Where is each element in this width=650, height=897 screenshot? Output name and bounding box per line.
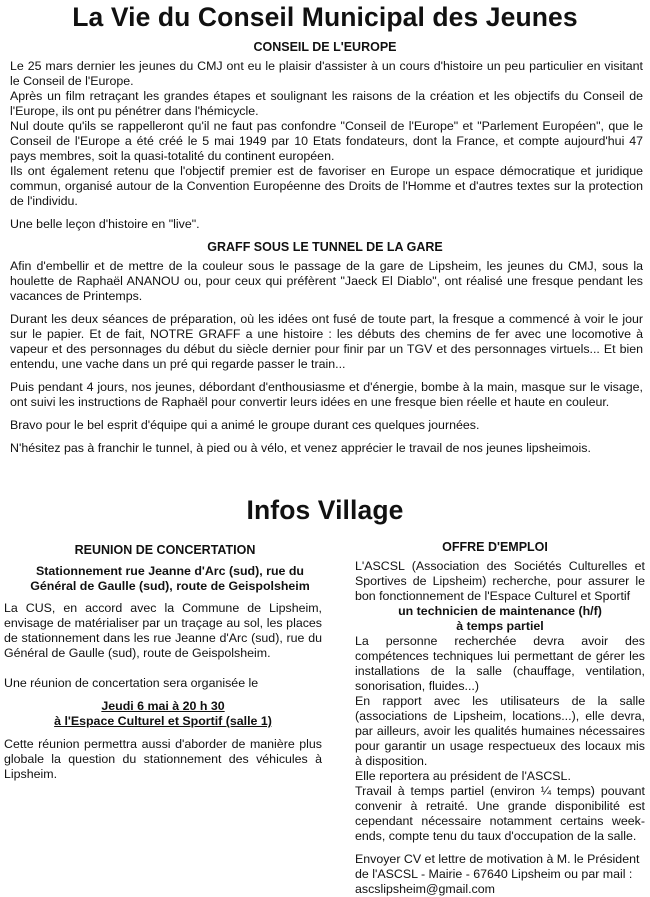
emploi-job-title: un technicien de maintenance (h/f) <box>398 604 602 618</box>
emploi-relations: En rapport avec les utilisateurs de la salle (associations de Lipsheim, locations...), elle devra, par ailleurs, avoir les qualités humaines nécessaires pour garantir un usage respectueux des locaux mis à disposition. <box>355 694 645 768</box>
reunion-closing: Cette réunion permettra aussi d'aborder de manière plus globale la question du stationnement des véhicules à Lipsheim. <box>4 737 322 781</box>
graff-paragraph: N'hésitez pas à franchir le tunnel, à pied ou à vélo, et venez apprécier le travail de nos jeunes lipsheimois. <box>10 441 591 455</box>
emploi-intro: L'ASCSL (Association des Sociétés Culturelles et Sportives de Lipsheim) recherche, pour assurer le bon fonctionnement de l'Espace Culturel et Sportif <box>355 559 645 603</box>
reunion-date: Jeudi 6 mai à 20 h 30 <box>101 699 225 713</box>
europe-paragraph: Ils ont également retenu que l'objectif premier est de favoriser en Europe un espace démocratique et juridique commun, organisé autour de la Convention Européenne des Droits de l'Homme et d'autres textes sur la protection de l'individu. <box>10 164 643 208</box>
reunion-announce: Une réunion de concertation sera organisée le <box>4 676 259 690</box>
emploi-contact: Envoyer CV et lettre de motivation à M. le Président de l'ASCSL - Mairie - 67640 Lipsheim ou par mail : <box>355 852 640 881</box>
emploi-article <box>355 559 645 897</box>
page-title: La Vie du Conseil Municipal des Jeunes <box>72 2 578 32</box>
reunion-intro: La CUS, en accord avec la Commune de Lipsheim, envisage de matérialiser par un traçage au sol, les places de stationnement dans les rue Jeanne d'Arc (sud), rue du Général de Gaulle (sud), route de Geispolsheim. <box>4 601 322 660</box>
graff-paragraph: Durant les deux séances de préparation, où les idées ont fusé de toute part, la fresque a commencé à voir le jour sur le papier. Et de fait, NOTRE GRAFF a une histoire : les débuts des chemins de fer avec une locomotive à vapeur et des personnages du début du siècle dernier pour finir par un TGV et des personnages virtuels... Et bien entendu, une vache dans un pré qui regarde passer le train... <box>10 312 643 371</box>
reunion-subheading: Stationnement rue Jeanne d'Arc (sud), rue du Général de Gaulle (sud), route de Geispolsheim <box>30 564 310 593</box>
emploi-skills: La personne recherchée devra avoir des compétences techniques lui permettant de gérer les installations de la salle (chauffage, ventilation, sonorisation, fluides...) <box>355 634 645 693</box>
europe-article <box>10 59 643 232</box>
emploi-heading: OFFRE D'EMPLOI <box>442 540 548 554</box>
graff-paragraph: Bravo pour le bel esprit d'équipe qui a animé le groupe durant ces quelques journées. <box>10 418 480 432</box>
graff-paragraph: Afin d'embellir et de mettre de la couleur sous le passage de la gare de Lipsheim, les jeunes du CMJ, sous la houlette de Raphaël ANANOU ou, pour ceux qui préfèrent "Jaeck El Diablo", ont réalisé une fresque pendant les vacances de Printemps. <box>10 259 643 303</box>
emploi-schedule: Travail à temps partiel (environ ¼ temps) pouvant convenir à retraité. Une grande disponibilité est cependant nécessaire notamment certains week-ends, compte tenu du taux d'occupation de la salle. <box>355 784 645 843</box>
emploi-reporting: Elle reportera au président de l'ASCSL. <box>355 769 571 783</box>
graff-heading: GRAFF SOUS LE TUNNEL DE LA GARE <box>207 240 443 254</box>
europe-heading: CONSEIL DE L'EUROPE <box>253 40 397 54</box>
graff-paragraph: Puis pendant 4 jours, nos jeunes, débordant d'enthousiasme et d'énergie, bombe à la main, masque sur le visage, ont suivi les instructions de Raphaël pour convertir leurs idées en une fresque bien réelle et haute en couleur. <box>10 380 643 409</box>
europe-paragraph: Nul doute qu'ils se rappelleront qu'il ne faut pas confondre "Conseil de l'Europe" et "Parlement Européen", que le Conseil de l'Europe a été créé le 5 mai 1949 par 10 Etats fondateurs, dont la France, et compte aujourd'hui 47 pays membres, soit la quasi-totalité du continent européen. <box>10 119 643 163</box>
emploi-job-type: à temps partiel <box>456 619 544 633</box>
infos-village-title: Infos Village <box>246 495 404 525</box>
europe-paragraph: Une belle leçon d'histoire en "live". <box>10 217 200 231</box>
europe-paragraph: Le 25 mars dernier les jeunes du CMJ ont eu le plaisir d'assister à un cours d'histoire un peu particulier en visitant le Conseil de l'Europe. <box>10 59 643 88</box>
reunion-article <box>4 601 322 782</box>
europe-paragraph: Après un film retraçant les grandes étapes et soulignant les raisons de la création et les objectifs du Conseil de l'Europe, ils ont pu pénétrer dans l'hémicycle. <box>10 89 643 118</box>
graff-article <box>10 259 643 456</box>
reunion-heading: REUNION DE CONCERTATION <box>74 543 256 557</box>
reunion-place: à l'Espace Culturel et Sportif (salle 1) <box>54 714 272 728</box>
emploi-email-link[interactable]: ascslipsheim@gmail.com <box>355 882 495 896</box>
